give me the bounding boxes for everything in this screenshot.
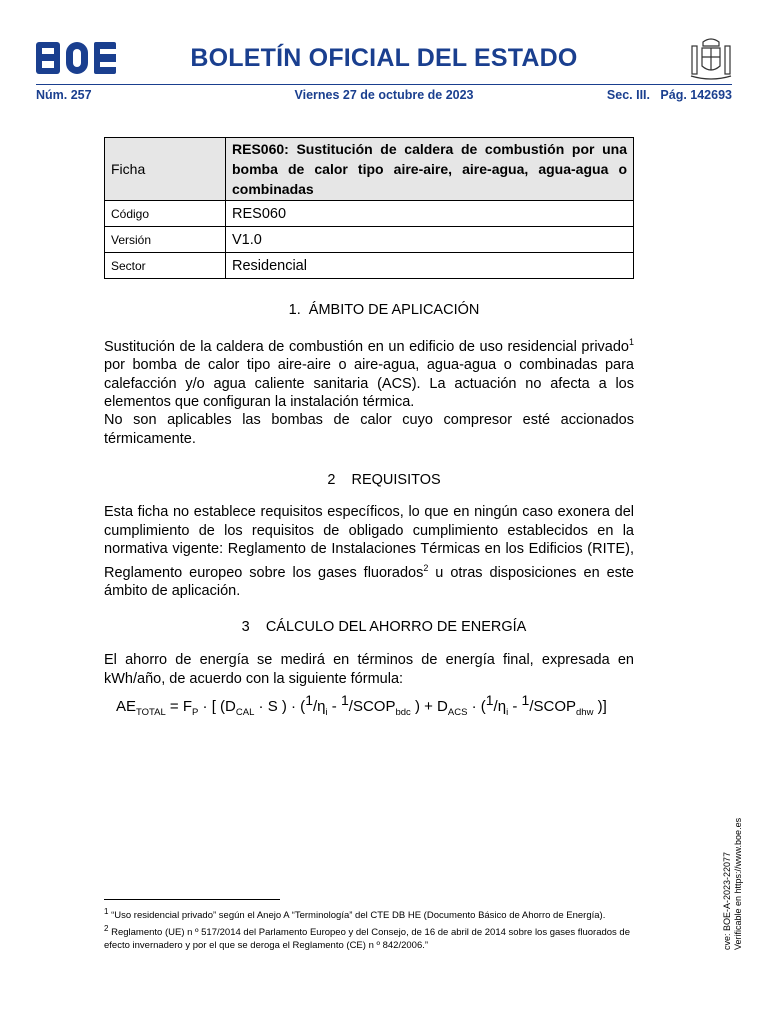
coat-of-arms-icon	[688, 34, 734, 82]
row-value: RES060	[226, 201, 634, 227]
issue-number: Núm. 257	[36, 88, 92, 102]
row-value: Residencial	[226, 253, 634, 279]
table-row	[105, 227, 634, 253]
paragraph-text: u otras disposiciones en este ámbito de aplicación.	[104, 564, 634, 599]
bulletin-title: BOLETÍN OFICIAL DEL ESTADO	[190, 44, 578, 72]
footnote-text: “Uso residencial privado” según el Anejo A “Terminología” del CTE DB HE (Documento Básico de Ahorro de Energía).	[108, 910, 606, 922]
paragraph-text: Esta ficha no establece requisitos específicos, lo que en ningún caso exonera del cumplimiento de los requisitos de obligado cumplimiento establecidos en la normativa vigente: Reglamento de Instalaciones Térmicas en los Edificios (RITE), Reglamento europeo sobre los gases fluorados	[104, 504, 634, 581]
section-2-paragraph-1	[104, 503, 634, 600]
row-key: Versión	[105, 227, 226, 253]
verification-note	[722, 818, 744, 950]
ficha-table	[104, 137, 634, 279]
section-1-paragraph-2: No son aplicables las bombas de calor cuyo compresor esté accionados térmicamente.	[104, 412, 634, 447]
footnote-2	[104, 922, 644, 952]
footnote-number: 2	[104, 924, 109, 933]
section-1-paragraph-1	[104, 333, 634, 412]
footnote-ref: 1	[628, 337, 634, 347]
section-3-heading: 3 CÁLCULO DEL AHORRO DE ENERGÍA	[241, 619, 527, 635]
header-rule	[36, 84, 732, 85]
cve-code: cve: BOE-A-2023-22077	[722, 851, 732, 950]
footnote-number: 1	[104, 907, 109, 916]
section-2-heading: 2 REQUISITOS	[327, 472, 441, 488]
footnote-rule	[104, 899, 280, 900]
issue-date: Viernes 27 de octubre de 2023	[294, 88, 474, 102]
row-key: Sector	[105, 253, 226, 279]
boe-logo	[36, 42, 116, 74]
footnote-ref: 2	[423, 562, 429, 573]
ficha-header-row	[105, 138, 634, 201]
row-key: Código	[105, 201, 226, 227]
table-row	[105, 253, 634, 279]
row-value: V1.0	[226, 227, 634, 253]
section-1-heading: 1. ÁMBITO DE APLICACIÓN	[288, 302, 480, 318]
table-row	[105, 201, 634, 227]
section-3-paragraph-1: El ahorro de energía se medirá en términos de energía final, expresada en kWh/año, de acuerdo con la siguiente fórmula:	[104, 652, 634, 687]
ficha-title: RES060: Sustitución de caldera de combustión por una bomba de calor tipo aire-aire, aire-agua, agua-agua o combinadas	[226, 138, 634, 201]
verify-url[interactable]: Verificable en https://www.boe.es	[733, 817, 743, 950]
paragraph-text: por bomba de calor tipo aire-aire o aire-agua, agua-agua o combinadas para calefacción y/o agua caliente sanitaria (ACS). La actuación no afecta a los elementos que configuran la instalación térmica.	[104, 357, 634, 411]
footnote-text: Reglamento (UE) n º 517/2014 del Parlamento Europeo y del Consejo, de 16 de abril de 2014 sobre los gases fluorados de efecto invernadero y por el que se deroga el Reglamento (CE) n º 842/2006.”	[104, 927, 631, 952]
section-page: Sec. III. Pág. 142693	[606, 88, 732, 102]
footnote-1	[104, 905, 644, 922]
energy-savings-formula: $AE_{TOTAL} = F_P$ · [ ($D_{CAL} \cdot S$ ) · ($^1/\eta_i$ - $^1/SCOP_{bdc}$ ) + $D_{ACS} \cdot (^1/\eta_i$ - $^1/SCOP_{dhw}$ )]	[116, 692, 607, 718]
ficha-label: Ficha	[105, 138, 226, 201]
paragraph-text: Sustitución de la caldera de combustión en un edificio de uso residencial privado	[104, 338, 629, 355]
